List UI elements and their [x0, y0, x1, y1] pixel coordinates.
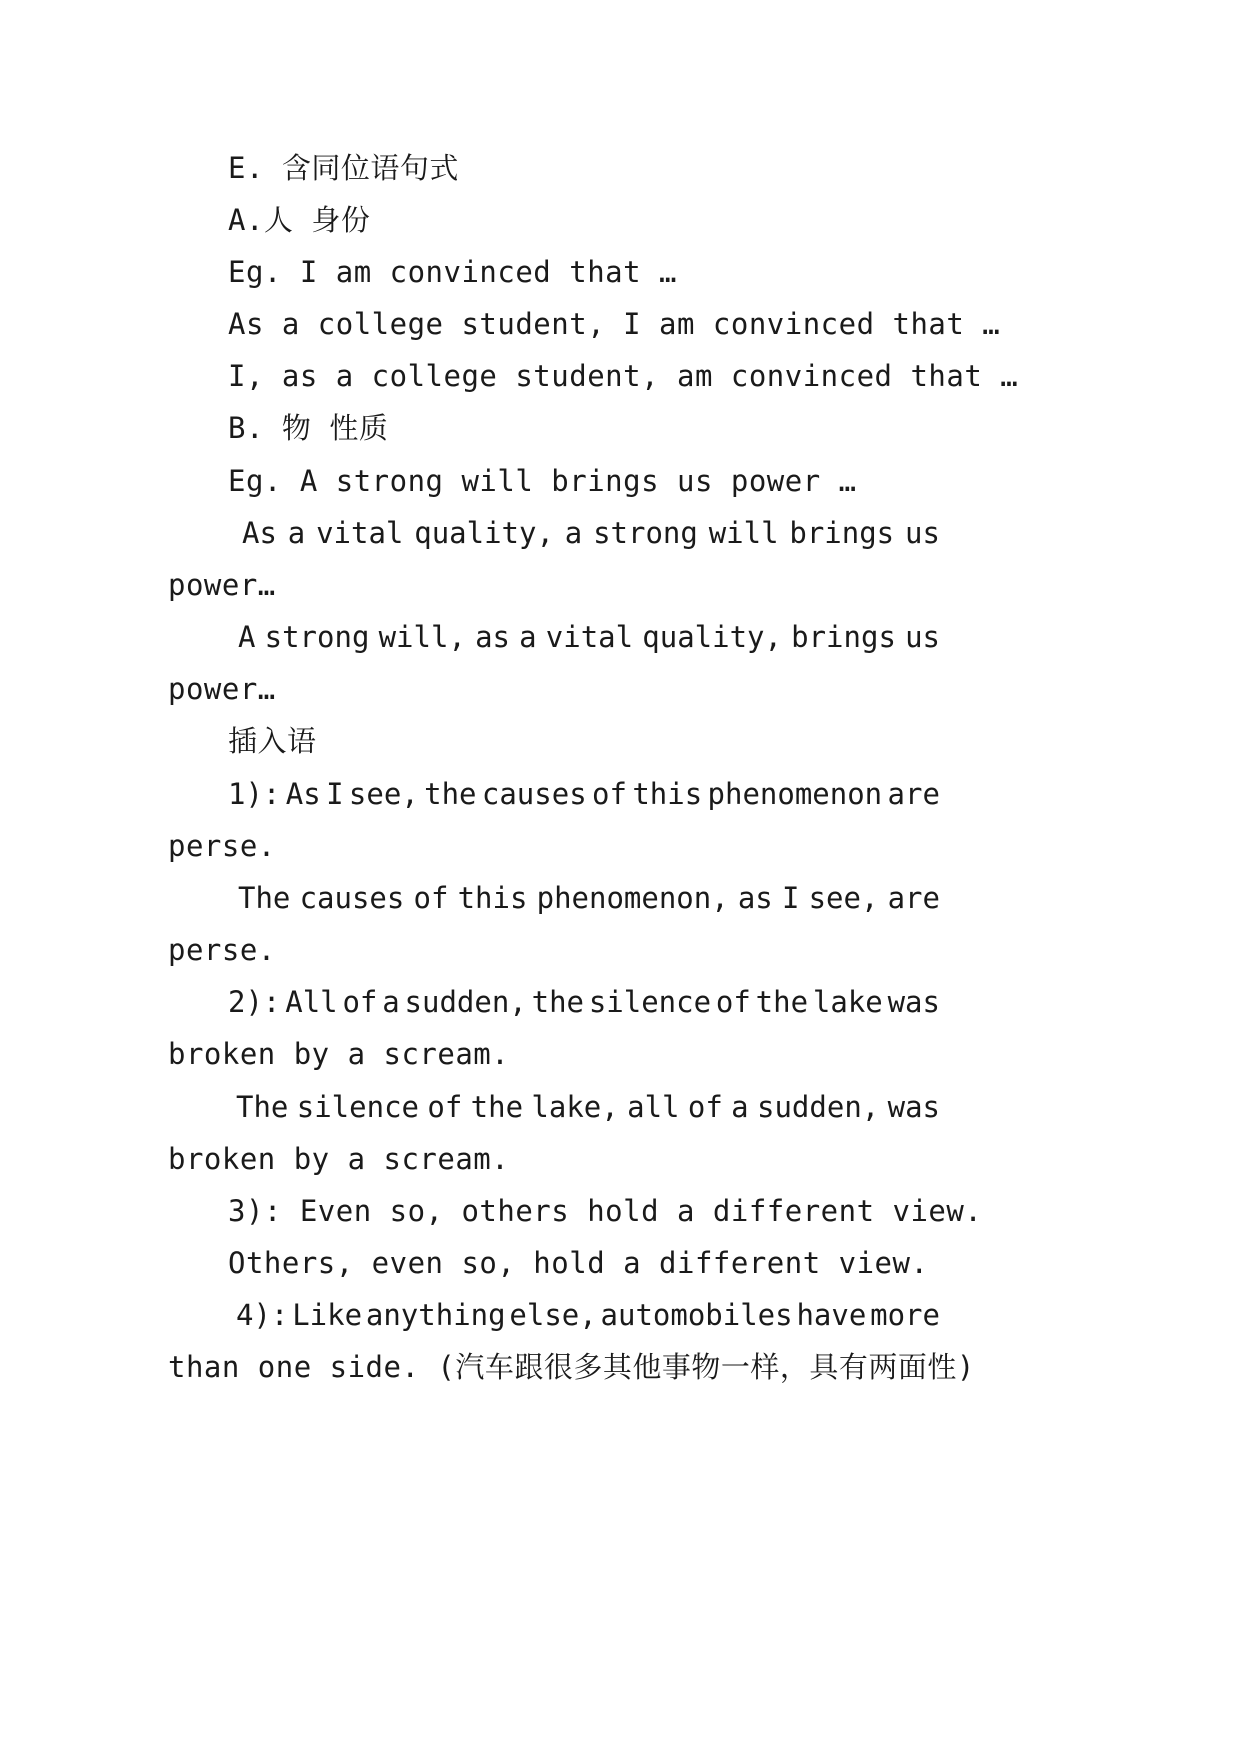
heading-parenthesis: 插入语 — [228, 724, 317, 758]
word: as — [475, 620, 510, 654]
word: 1): — [228, 777, 281, 811]
word: a — [564, 516, 583, 550]
word: all — [627, 1090, 680, 1124]
word: sudden, — [404, 985, 527, 1019]
word: else, — [509, 1298, 597, 1332]
word: as — [737, 881, 773, 915]
word: of — [413, 881, 449, 915]
example-line: Eg. I am convinced that … — [228, 255, 677, 289]
word: a — [519, 620, 537, 654]
word: a — [731, 1090, 749, 1124]
word: Like — [292, 1298, 363, 1332]
word: lake, — [531, 1090, 619, 1124]
word: I — [326, 777, 344, 811]
word: the — [424, 777, 477, 811]
paragraph-line — [238, 617, 940, 657]
word: lake — [812, 985, 883, 1019]
word: the — [531, 985, 584, 1019]
word: of — [592, 777, 627, 811]
word: brings — [789, 516, 895, 550]
word: The — [236, 1090, 289, 1124]
word: silence — [296, 1090, 419, 1124]
word: 2): — [228, 985, 281, 1019]
word: will — [708, 516, 779, 550]
word: of — [342, 985, 378, 1019]
subheading-person-identity: A.人 身份 — [228, 203, 371, 237]
word: I — [781, 881, 800, 915]
word: us — [904, 516, 940, 550]
heading-appositive-sentence: E. 含同位语句式 — [228, 151, 459, 185]
word: quality, — [642, 620, 782, 654]
paragraph-line-continuation: perse. — [168, 933, 276, 967]
subheading-thing-nature: B. 物 性质 — [228, 411, 389, 445]
word: have — [796, 1298, 867, 1332]
example-line: As a college student, I am convinced that … — [228, 307, 1001, 341]
word: a — [287, 516, 306, 550]
word: quality, — [414, 516, 554, 550]
word: anything — [365, 1298, 506, 1332]
word: causes — [481, 777, 587, 811]
word: are — [887, 881, 940, 915]
example-line: I, as a college student, am convinced that … — [228, 359, 1019, 393]
word: As — [285, 777, 321, 811]
paragraph-line — [238, 878, 940, 918]
word: are — [887, 777, 940, 811]
word: silence — [588, 985, 712, 1019]
word: strong — [264, 620, 370, 654]
word: see, — [808, 881, 879, 915]
word: causes — [299, 881, 405, 915]
word: brings — [791, 620, 896, 654]
word: As — [242, 516, 277, 550]
word: this — [457, 881, 528, 915]
paragraph-line — [242, 513, 940, 553]
word: of — [687, 1090, 723, 1124]
word: see, — [348, 777, 419, 811]
word: The — [238, 881, 291, 915]
paragraph-line-continuation: than one side. (汽车跟很多其他事物一样，具有两面性) — [168, 1350, 975, 1384]
word: of — [427, 1090, 463, 1124]
paragraph-line-continuation: perse. — [168, 829, 276, 863]
paragraph-line-continuation: broken by a scream. — [168, 1037, 510, 1071]
word: All — [285, 985, 338, 1019]
paragraph-line-continuation: power… — [168, 568, 276, 602]
word: of — [715, 985, 751, 1019]
word: phenomenon — [707, 777, 883, 811]
word: phenomenon, — [536, 881, 729, 915]
word: the — [755, 985, 809, 1019]
word: sudden, — [757, 1090, 880, 1124]
word: this — [632, 777, 703, 811]
word: A — [238, 620, 256, 654]
word: a — [382, 985, 400, 1019]
word: more — [870, 1298, 940, 1332]
paragraph-line — [236, 1295, 940, 1335]
word: was — [887, 985, 940, 1019]
example-line: Eg. A strong will brings us power … — [228, 464, 857, 498]
paragraph-line — [236, 1087, 940, 1127]
word: will, — [378, 620, 466, 654]
word: us — [905, 620, 940, 654]
word: the — [470, 1090, 524, 1124]
word: vital — [316, 516, 404, 550]
paragraph-line-continuation: broken by a scream. — [168, 1142, 510, 1176]
word: was — [887, 1090, 940, 1124]
paragraph-line — [228, 982, 940, 1022]
word: 4): — [236, 1298, 289, 1332]
paragraph-line-continuation: power… — [168, 672, 276, 706]
example-line: Others, even so, hold a different view. — [228, 1246, 929, 1280]
paragraph-line — [228, 774, 940, 814]
word: automobiles — [600, 1298, 793, 1332]
example-line: 3): Even so, others hold a different view. — [228, 1194, 983, 1228]
word: strong — [593, 516, 698, 550]
word: vital — [545, 620, 634, 654]
